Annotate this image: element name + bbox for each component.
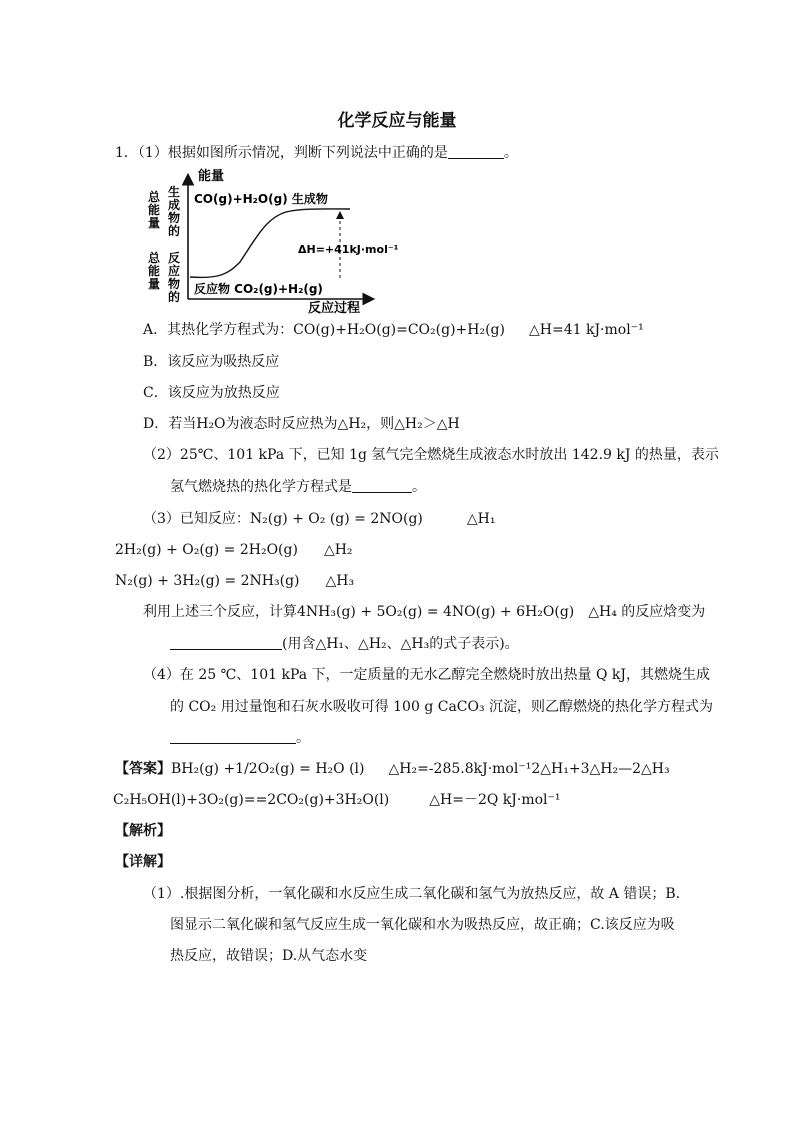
products-label: CO(g)+H₂O(g) 生成物	[194, 192, 328, 206]
part-2-line-1: （2）25℃、101 kPa 下，已知 1g 氢气完全燃烧生成液态水时放出 142.9 kJ 的热量，表示	[143, 447, 719, 463]
product-energy-label	[148, 184, 180, 238]
page-title: 化学反应与能量	[337, 111, 457, 131]
answer-blank	[170, 729, 296, 744]
svg-text:应: 应	[168, 264, 181, 278]
option-d: D．若当H₂O为液态时反应热为△H₂，则△H₂＞△H	[143, 416, 460, 432]
analysis-label: 【解析】	[115, 823, 171, 839]
svg-text:总: 总	[148, 190, 161, 204]
answer-blank	[352, 478, 412, 493]
answer-blank	[448, 144, 504, 159]
part-1-stem: （1）根据如图所示情况，判断下列说法中正确的是	[137, 145, 448, 161]
x-axis-label: 反应过程	[308, 301, 361, 316]
svg-text:量: 量	[148, 216, 161, 230]
y-axis-label: 能量	[198, 169, 225, 184]
answer-line-1: 【答案】BH₂(g) +1/2O₂(g) = H₂O (l) △H₂=-285.8kJ·mol⁻¹2△H₁+3△H₂—2△H₃	[115, 761, 670, 777]
answer-line-2: C₂H₅OH(l)+3O₂(g)==2CO₂(g)+3H₂O(l) △H=－2Q kJ·mol⁻¹	[113, 792, 561, 808]
delta-h-label: ΔH=+41kJ·mol⁻¹	[298, 243, 399, 256]
option-c: C．该反应为放热反应	[143, 385, 280, 401]
detail-line-3: 热反应，故错误；D.从气态水变	[170, 948, 368, 964]
question-1-part-1: 1．（1）根据如图所示情况，判断下列说法中正确的是 。	[115, 145, 518, 161]
part-4-line-2: 的 CO₂ 用过量饱和石灰水吸收可得 100 g CaCO₃ 沉淀，则乙醇燃烧的热化学方程式为	[170, 699, 714, 715]
answer-label: 【答案】	[115, 761, 171, 777]
svg-text:生: 生	[168, 185, 181, 199]
part-2-line-2: 氢气燃烧热的热化学方程式是 。	[170, 479, 426, 495]
part-3-eq-1: （3）已知反应：N₂(g) + O₂ (g) = 2NO(g) △H₁	[143, 511, 496, 527]
energy-diagram	[140, 166, 399, 316]
svg-text:量: 量	[148, 277, 161, 291]
part-3-answer-line: (用含△H₁、△H₂、△H₃的式子表示)。	[170, 634, 519, 654]
part-3-eq-3: N₂(g) + 3H₂(g) = 2NH₃(g) △H₃	[115, 573, 355, 589]
option-a: A．其热化学方程式为：CO(g)+H₂O(g)=CO₂(g)+H₂(g) △H=41 kJ·mol⁻¹	[143, 322, 644, 338]
svg-text:的: 的	[168, 290, 181, 304]
option-b: B．该反应为吸热反应	[143, 354, 280, 370]
question-number: 1．	[115, 145, 138, 161]
detail-line-2: 图显示二氧化碳和氢气反应生成一氧化碳和水为吸热反应，故正确；C.该反应为吸	[170, 917, 675, 933]
svg-text:成: 成	[168, 198, 181, 212]
detail-line-1: （1）.根据图分析，一氧化碳和水反应生成二氧化碳和氢气为放热反应，故 A 错误；B.	[143, 886, 681, 902]
answer-blank	[170, 635, 282, 650]
svg-text:的: 的	[168, 224, 181, 238]
detail-label: 【详解】	[115, 854, 171, 870]
reactant-energy-label	[148, 250, 180, 304]
part-3-calc: 利用上述三个反应，计算4NH₃(g) + 5O₂(g) = 4NO(g) + 6H₂O(g) △H₄ 的反应焓变为	[143, 604, 706, 620]
svg-text:物: 物	[168, 277, 181, 291]
svg-text:能: 能	[148, 264, 161, 278]
reactants-label: 反应物 CO₂(g)+H₂(g)	[194, 282, 323, 296]
part-3-eq-2: 2H₂(g) + O₂(g) = 2H₂O(g) △H₂	[115, 542, 353, 558]
part-4-line-1: （4）在 25 ℃、101 kPa 下，一定质量的无水乙醇完全燃烧时放出热量 Q kJ，其燃烧生成	[143, 667, 710, 683]
svg-text:反: 反	[168, 251, 181, 265]
svg-text:总: 总	[148, 251, 161, 265]
svg-text:能: 能	[148, 203, 161, 217]
part-4-answer-line: 。	[170, 728, 310, 748]
svg-text:物: 物	[168, 211, 181, 225]
